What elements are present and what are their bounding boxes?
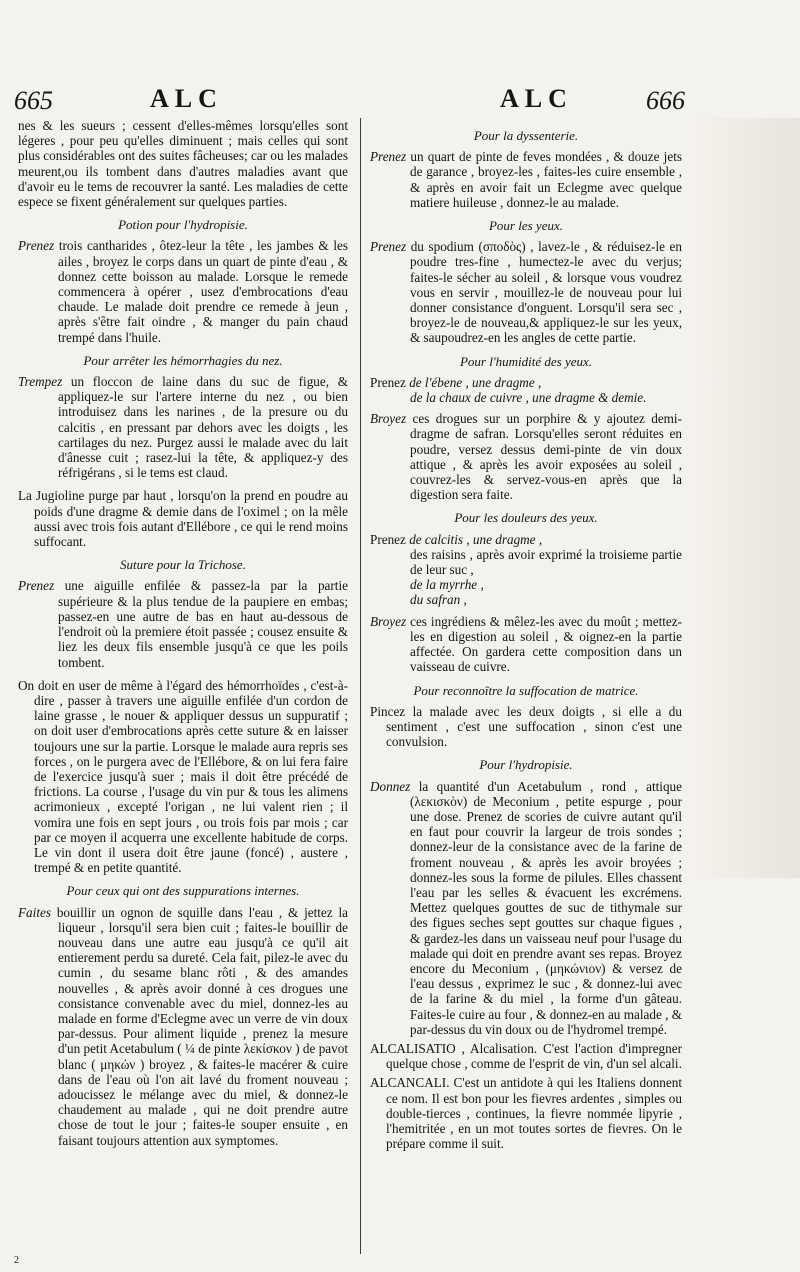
section-heading-yeux: Pour les yeux. <box>488 218 563 234</box>
recipe-keyword: Prenez <box>18 578 55 594</box>
recipe-paragraph <box>370 411 682 502</box>
ingredient-text: de l'ébene , une dragme , <box>405 374 542 390</box>
ingredient-line <box>370 532 682 547</box>
recipe-paragraph <box>18 374 348 480</box>
recipe-keyword: Broyez <box>370 411 407 427</box>
hemorrhoides-paragraph: On doit en user de même à l'égard des hémorrhoïdes , c'est-à-dire , passer à travers une aiguille enfilée d'un cordon de laine grasse , le nouer & appliquer dessus un suppuratif ; on doit user d'embrocations après cette suture & en laisser toujours une sur la partie. Lorsque le malade aura repris ses forces , on le purgera avec de l'Ellébore, & on lui fera faire de l'exercice jusqu'à suer ; mais il doit être précédé de frictions. La course , l'usage du vin pur & tous les alimens acrimonieux , excepté l'origan , ne lui valent rien ; il vomira une fois en sept jours , ou trois fois par mois ; car par ce moyen il acquerra une excellente habitude de corps. Le vin dont il usera doit être jaune (foncé) , austere , trempé & en petite quantité. <box>18 677 348 876</box>
jugioline-paragraph: La Jugioline purge par haut , lorsqu'on la prend en poudre au poids d'une dragme & demie dans de l'oximel ; on la mêle aussi avec trois fois autant d'Ellébore , ce qui le rend moins suffocant. <box>18 488 348 550</box>
recipe-paragraph <box>370 149 682 210</box>
bleed-through-shading <box>688 118 800 878</box>
dictionary-entry-alcalisatio <box>370 1041 682 1071</box>
section-heading-dyssenterie: Pour la dyssenterie. <box>473 128 579 143</box>
right-column <box>370 118 682 1155</box>
section-heading-suppurations: Pour ceux qui ont des suppurations internes. <box>66 883 300 899</box>
left-column <box>18 118 348 1152</box>
recipe-paragraph: Pincez la malade avec les deux doigts , si elle a du sentiment , c'est une suffocation , sinon c'est une convulsion. <box>370 703 682 750</box>
recipe-keyword: Donnez <box>370 778 411 794</box>
recipe-paragraph <box>18 905 348 1148</box>
recipe-text: trois cantharides , ôtez-leur la tête , les jambes & les ailes , broyez le corps dans un quart de pinte d'eau , & donnez cette boisson au malade. Lorsque le remede commencera à opérer , usez d'embrocations d'eau chaude. Le malade doit prendre ce remede à jeun , après s'être fait oindre , & manger du pain chaud trempé dans l'huile. <box>54 238 348 345</box>
section-heading-douleurs-yeux: Pour les douleurs des yeux. <box>454 510 598 526</box>
recipe-text: la quantité d'un Acetabulum , rond , attique (λεκισκὸν) de Meconium , petite espurge , pour une dose. Prenez de scories de cuivre autant qu'il en faut pour couvrir la largeur de trois sondes ; donnez-leur de la consistance avec de la farine de froment nouveau , & après les avoir broyées ; donnez-les sous la forme de pilules. Elles chassent l'eau par les selles & évacuent les excrémens. Mettez quelques gouttes de suc de tithymale sur des figues seches sept gouttes sur chaque figues , & gardez-les dans un vaisseau neuf pour l'usage du malade qui doit en prendre avant ses repas. Broyez encore du Meconium , (μηκώνιον) & versez de l'eau dessus , exprimez le suc , & donnez-lui avec de la farine & du miel , la forme d'un gâteau. Faites-le cuire au four , & donnez-en au malade , & par-dessus du vin doux ou de l'hydromel trempé. <box>410 778 682 1037</box>
intro-paragraph: nes & les sueurs ; cessent d'elles-mêmes lorsqu'elles sont légeres , pour peu qu'elles diminuent ; mais celles qui sont plus considérables ont des suites fâcheuses; car ou les malades meurent,ou ils tombent dans d'autres maladies avant que d'avoir eu le tems de recouvrer la santé. Les maladies de cette espece se fixent généralement sur quelques parties. <box>18 118 348 210</box>
dictionary-entry-alcancali <box>370 1075 682 1151</box>
recipe-text: bouillir un ognon de squille dans l'eau , & jettez la liqueur , lorsqu'il sera bien cuit ; faites-le bouillir de nouveau dans une autre eau jusqu'à ce qu'il ait entierement perdu sa dureté. Cela fait, pilez-le avec du cumin , du sesame blanc rôti , & des amandes nouvelles , & après avoir donné à ces drogues une consistance convenable avec du miel, donnez-les au malade en forme d'Eclegme avec un verre de vin doux par-dessus. Pour aliment liquide , prenez la mesure d'un petit Acetabulum ( ¼ de pinte λεκίσκον ) de pavot blanc ( μηκών ) broyez , & faites-le macérer & cuire dans de l'eau où l'on ait lavé du froment nouveau ; adoucissez le mélange avec du miel, & donnez-le chaudement au malade , qui ne doit prendre autre chose de tout le jour ; faites-le souper ensuite , en faisant toujours attention aux symptomes. <box>50 904 348 1148</box>
ingredient-line: de la myrrhe , <box>410 577 484 593</box>
recipe-keyword: Prenez <box>18 238 55 254</box>
recipe-keyword: Faites <box>18 904 51 920</box>
section-heading-potion-hydropisie: Potion pour l'hydropisie. <box>118 217 248 233</box>
recipe-text: un quart de pinte de feves mondées , & douze jets de garance , broyez-les , faites-les cuire ensemble , & après en avoir fait un Eclegme avec quelque matiere huileuse , donnez-le au malade. <box>406 149 682 210</box>
section-heading-suffocation: Pour reconnoître la suffocation de matrice. <box>413 682 639 698</box>
entry-text: , Alcalisation. C'est l'action d'impregner quelque chose , comme de l'esprit de vin, d'un sel alcali. <box>386 1040 682 1072</box>
recipe-keyword: Prenez <box>370 374 406 390</box>
recipe-text: une aiguille enfilée & passez-la par la partie supérieure & la plus tendue de la paupiere en embas; passez-en une autre de bas en haut au-dessous de l'endroit où la premiere étoit passée ; cousez ensuite & liez les deux fils ensemble jusqu'à ce que les poils tombent. <box>54 578 348 670</box>
recipe-keyword: Prenez <box>370 531 406 547</box>
recipe-paragraph <box>18 578 348 669</box>
section-heading-hydropisie-2: Pour l'hydropisie. <box>479 757 573 773</box>
recipe-text: ces drogues sur un porphire & y ajoutez demi-dragme de safran. Lorsqu'elles seront réduites en poudre, versez dessus demi-pinte de vin doux attique , & après les avoir exposées au soleil , couvrez-les & servez-vous-en après que la digestion sera faite. <box>406 411 682 503</box>
right-running-head: ALC <box>500 84 573 113</box>
ingredient-line: du safran , <box>410 592 467 608</box>
column-divider <box>360 118 361 1254</box>
recipe-keyword: Broyez <box>370 613 407 629</box>
recipe-keyword: Trempez <box>18 374 63 390</box>
recipe-keyword: Prenez <box>370 239 407 255</box>
ingredient-line <box>370 375 682 390</box>
recipe-keyword: Prenez <box>370 149 407 165</box>
recipe-text: un floccon de laine dans du suc de figue, & appliquez-le sur l'artere interne du nez , ou bien introduisez dans les narines , de la presure ou du calcitis , en pressant par dehors avec les doigts , les cartilages du nez. Purgez aussi le malade avec du lait d'ânesse cuit ; rasez-lui la tête, & appliquez-y des réfrigérans , si le tems est claud. <box>58 374 348 481</box>
section-heading-trichose: Suture pour la Trichose. <box>120 557 246 573</box>
recipe-text: du spodium (σποδὸς) , lavez-le , & réduisez-le en poudre tres-fine , humectez-le avec du verjus; faites-le sécher au soleil , & lorsque vous voudrez vous en servir , mouillez-le de nouveau pour lui donner consistance d'onguent. Lorsqu'il sera sec , broyez-le de nouveau,& appliquez-le sur les yeux, & saupoudrez-en les angles de cette partie. <box>406 239 682 346</box>
recipe-paragraph <box>370 779 682 1037</box>
entry-text: C'est un antidote à qui les Italiens donnent ce nom. Il est bon pour les fievres ardentes , simples ou double-tierces , continues, la fievre nommée lipyrie , l'hemitritée , en un mot toutes sortes de fievres. On le prépare comme il suit. <box>386 1075 682 1152</box>
right-page-number: 666 <box>646 86 685 115</box>
ingredient-line: de la chaux de cuivre , une dragme & demie. <box>410 390 647 406</box>
ingredient-line: des raisins , après avoir exprimé la troisieme partie de leur suc , <box>410 546 682 578</box>
ingredient-text: de calcitis , une dragme , <box>405 531 543 547</box>
section-heading-hemorrhagies: Pour arrêter les hémorrhagies du nez. <box>83 352 283 368</box>
recipe-paragraph <box>370 614 682 675</box>
entry-term: ALCALISATIO <box>370 1040 456 1056</box>
recipe-paragraph <box>18 238 348 344</box>
left-running-head: ALC <box>150 84 223 113</box>
entry-term: ALCANCALI. <box>370 1075 450 1091</box>
recipe-paragraph <box>370 239 682 345</box>
left-page-number: 665 <box>14 86 53 115</box>
footer-mark: 2 <box>14 1255 19 1266</box>
recipe-text: ces ingrédiens & mêlez-les avec du moût ; mettez-les en digestion au soleil , & oignez-en la partie affectée. On gardera cette composition dans un vaisseau de cuivre. <box>406 613 682 675</box>
section-heading-humidite-yeux: Pour l'humidité des yeux. <box>459 353 593 369</box>
